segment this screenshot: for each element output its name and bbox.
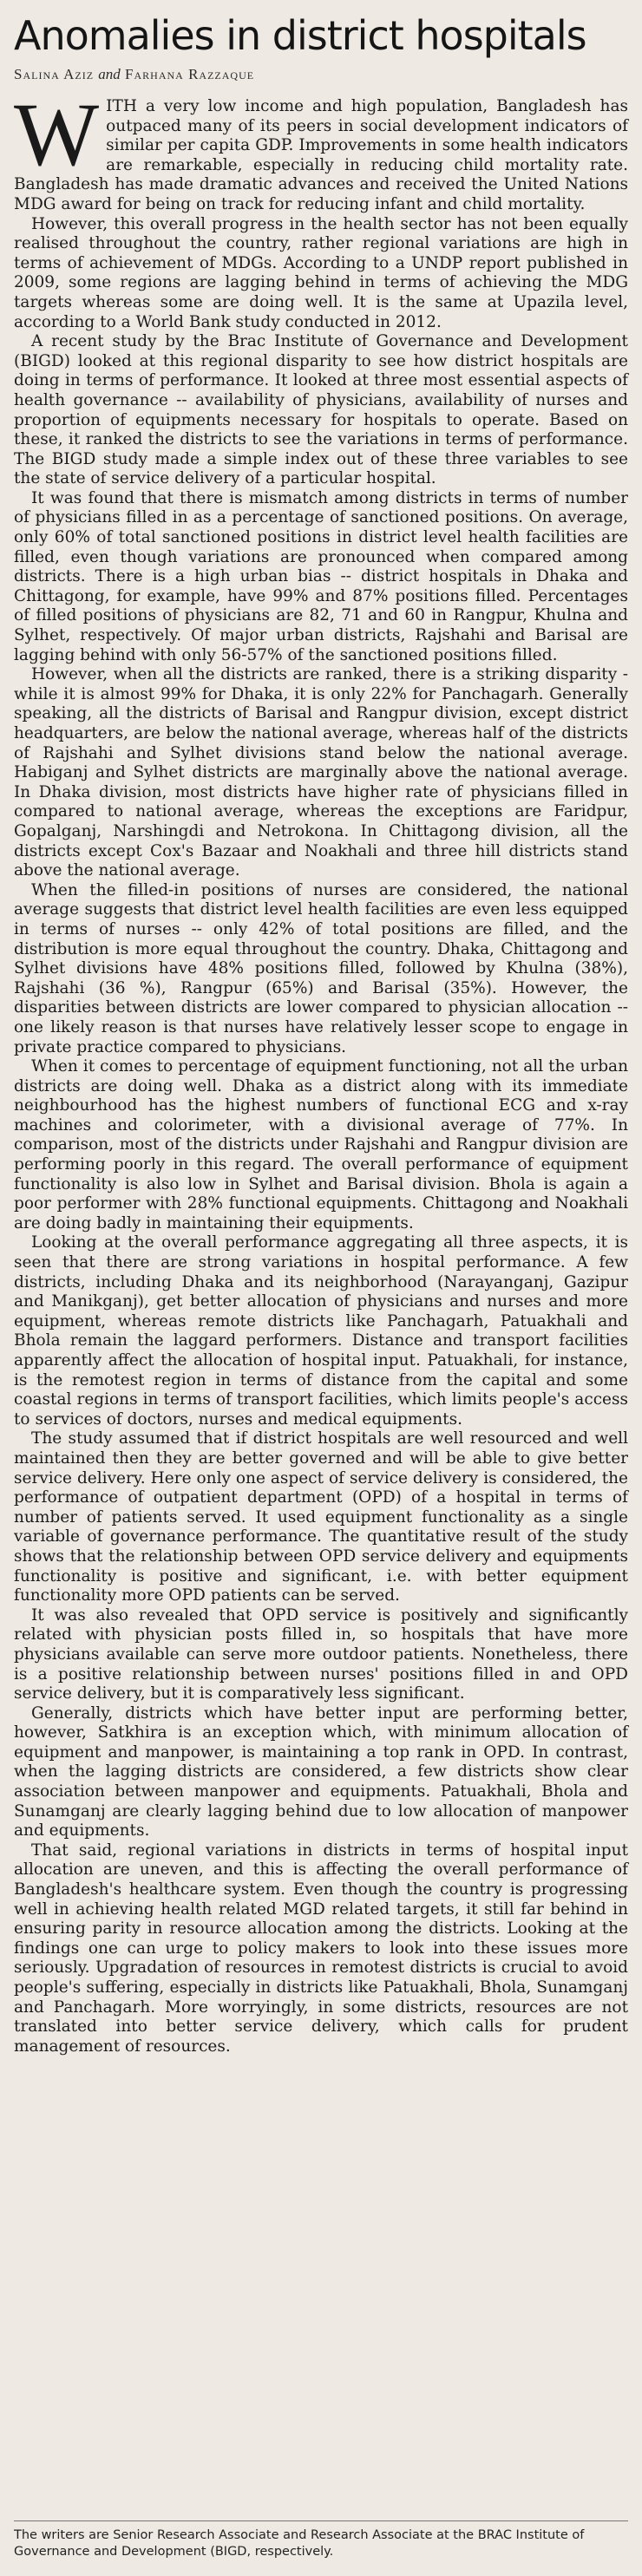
article-byline bbox=[14, 66, 628, 83]
paragraph-9: The study assumed that if district hospitals are well resourced and well maintained then they are better governed and will be able to give better service delivery. Here only one aspect of service delivery is considered, the performance of outpatient department (OPD) of a hospital in terms of number of patients served. It used equipment functionality as a single variable of governance performance. The quantitative result of the study shows that the relationship between OPD service delivery and equipments functionality is positive and significant, i.e. with better equipment functionality more OPD patients can be served. bbox=[14, 1429, 628, 1605]
paragraph-5: However, when all the districts are ranked, there is a striking disparity - while it is almost 99% for Dhaka, it is only 22% for Panchagarh. Generally speaking, all the districts of Barisal and Rangpur division, except district headquarters, are below the national average, whereas half of the districts of Rajshahi and Sylhet divisions stand below the national average. Habiganj and Sylhet districts are marginally above the national average. In Dhaka division, most districts have higher rate of physicians filled in compared to national average, whereas the exceptions are Faridpur, Gopalganj, Narshingdi and Netrokona. In Chittagong division, all the districts except Cox's Bazaar and Noakhali and three hill districts stand above the national average. bbox=[14, 665, 628, 880]
paragraph-10: It was also revealed that OPD service is positively and significantly related with physician posts filled in, so hospitals that have more physicians available can serve more outdoor patients. Nonetheless, there is a positive relationship between nurses' positions filled in and OPD service delivery, but it is comparatively less significant. bbox=[14, 1605, 628, 1703]
paragraph-3: A recent study by the Brac Institute of Governance and Development (BIGD) looked at this regional disparity to see how district hospitals are doing in terms of performance. It looked at three most essential aspects of health governance -- availability of physicians, availability of nurses and proportion of equipments necessary for hospitals to operate. Based on these, it ranked the districts to see the variations in terms of performance. The BIGD study made a simple index out of these three variables to see the state of service delivery of a particular hospital. bbox=[14, 332, 628, 488]
paragraph-7: When it comes to percentage of equipment functioning, not all the urban districts are doing well. Dhaka as a district along with its immediate neighbourhood has the highest numbers of functional ECG and x-ray machines and colorimeter, with a divisional average of 77%. In comparison, most of the districts under Rajshahi and Rangpur division are performing poorly in this regard. The overall performance of equipment functionality is also low in Sylhet and Barisal division. Bhola is again a poor performer with 28% functional equipments. Chittagong and Noakhali are doing badly in maintaining their equipments. bbox=[14, 1057, 628, 1232]
paragraph-4: It was found that there is mismatch among districts in terms of number of physicians filled in as a percentage of sanctioned positions. On average, only 60% of total sanctioned positions in district level health facilities are filled, even though variations are pronounced when compared among districts. There is a high urban bias -- district hospitals in Dhaka and Chittagong, for example, have 99% and 87% positions filled. Percentages of filled positions of physicians are 82, 71 and 60 in Rangpur, Khulna and Sylhet, respectively. Of major urban districts, Rajshahi and Barisal are lagging behind with only 56-57% of the sanctioned positions filled. bbox=[14, 488, 628, 664]
drop-cap: W bbox=[14, 85, 100, 185]
author-1: Salina Aziz bbox=[14, 66, 95, 82]
author-footnote: The writers are Senior Research Associate and Research Associate at the BRAC Institute of Governance and Development (BIGD, respectively. bbox=[14, 2528, 585, 2559]
article-headline: Anomalies in district hospitals bbox=[14, 12, 586, 59]
author-2: Farhana Razzaque bbox=[125, 66, 255, 82]
paragraph-1-text: ITH a very low income and high population, Bangladesh has outpaced many of its peers in social development indicators of similar per capita GDP. Improvements in some health indicators are remarkable, especially in reducing child mortality rate. Bangladesh has made dramatic advances and received the United Nations MDG award for being on track for reducing infant and child mortality. bbox=[14, 97, 628, 213]
byline-conjunction: and bbox=[98, 66, 121, 82]
paragraph-1 bbox=[14, 85, 628, 215]
paragraph-12: That said, regional variations in districts in terms of hospital input allocation are uneven, and this is affecting the overall performance of Bangladesh's healthcare system. Even though the country is progressing well in achieving health related MGD related targets, it still far behind in ensuring parity in resource allocation among the districts. Looking at the findings one can urge to policy makers to look into these issues more seriously. Upgradation of resources in remotest districts is crucial to avoid people's suffering, especially in districts like Patuakhali, Bhola, Sunamganj and Panchagarh. More worryingly, in some districts, resources are not translated into better service delivery, which calls for prudent management of resources. bbox=[14, 1840, 628, 2056]
article-body bbox=[14, 85, 628, 2056]
paragraph-11: Generally, districts which have better input are performing better, however, Satkhira is an exception which, with minimum allocation of equipment and manpower, is maintaining a top rank in OPD. In contrast, when the lagging districts are considered, a few districts show clear association between manpower and equipments. Patuakhali, Bhola and Sunamganj are clearly lagging behind due to low allocation of manpower and equipments. bbox=[14, 1703, 628, 1840]
paragraph-6: When the filled-in positions of nurses are considered, the national average suggests that district level health facilities are even less equipped in terms of nurses -- only 42% of total positions are filled, and the distribution is more equal throughout the country. Dhaka, Chittagong and Sylhet divisions have 48% positions filled, followed by Khulna (38%), Rajshahi (36 %), Rangpur (65%) and Barisal (35%). However, the disparities between districts are lower compared to physician allocation -- one likely reason is that nurses have relatively lesser scope to engage in private practice compared to physicians. bbox=[14, 880, 628, 1056]
footnote-divider bbox=[14, 2520, 628, 2521]
paragraph-8: Looking at the overall performance aggregating all three aspects, it is seen that there are strong variations in hospital performance. A few districts, including Dhaka and its neighborhood (Narayanganj, Gazipur and Manikganj), get better allocation of physicians and nurses and more equipment, whereas remote districts like Panchagarh, Patuakhali and Bhola remain the laggard performers. Distance and transport facilities apparently affect the allocation of hospital input. Patuakhali, for instance, is the remotest region in terms of distance from the capital and some coastal regions in terms of transport facilities, which limits people's access to services of doctors, nurses and medical equipments. bbox=[14, 1233, 628, 1429]
paragraph-2: However, this overall progress in the health sector has not been equally realised throughout the country, rather regional variations are high in terms of achievement of MDGs. According to a UNDP report published in 2009, some regions are lagging behind in terms of achieving the MDG targets whereas some are doing well. It is the same at Upazila level, according to a World Bank study conducted in 2012. bbox=[14, 214, 628, 331]
